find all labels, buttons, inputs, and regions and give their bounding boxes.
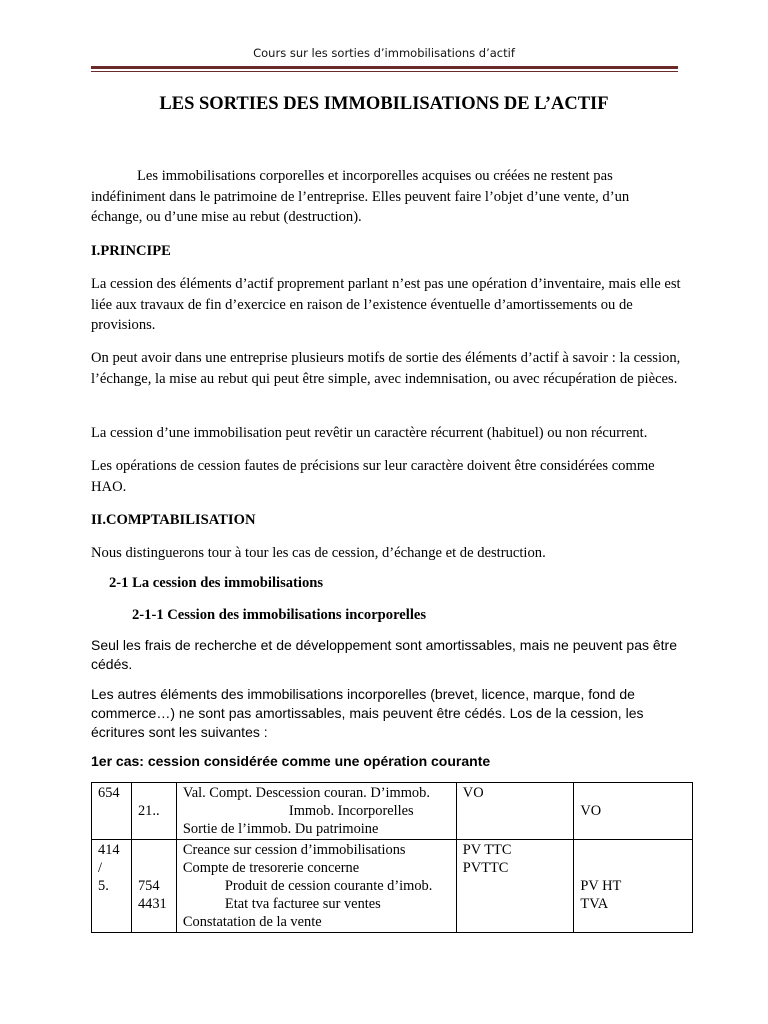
debit-amount: VO [462,785,484,801]
running-header: Cours sur les sorties d’immobilisations d’actif [253,46,515,60]
entry-label-cell [176,840,456,933]
journal-row-vente [92,840,693,933]
paragraph-motifs-sortie: On peut avoir dans une entreprise plusieurs motifs de sortie des éléments d’actif à savoir : la cession, l’échange, la mise au rebut qui peut être simple, avec indemnisation, ou avec récupération de pièces. [91,350,681,387]
intro-paragraph: Les immobilisations corporelles et incorporelles acquises ou créées ne restent pas indéfiniment dans le patrimoine de l’entreprise. Elles peuvent faire l’objet d’une vente, d’un échange, ou d’une mise au rebut (destruction). [91,168,630,225]
entry-line: Compte de tresorerie concerne [182,860,360,876]
subsection-heading-2-1-1: 2-1-1 Cession des immobilisations incorporelles [132,607,427,623]
credit-account: 21.. [137,803,160,819]
paragraph-hao: Les opérations de cession fautes de précisions sur leur caractère doivent être considérées comme HAO. [91,458,655,495]
credit-account: 4431 [137,896,167,912]
entry-line: Constatation de la vente [182,914,322,930]
paragraph-frais-recherche: Seul les frais de recherche et de développement sont amortissables, mais ne peuvent pas être cédés. [91,637,677,672]
debit-account-cell [92,783,132,840]
credit-amount: TVA [580,896,609,912]
header-rule-thin [91,71,678,72]
debit-account: 5. [98,878,109,894]
credit-amount-cell [574,783,693,840]
paragraph-caractere-recurrent: La cession d’une immobilisation peut revêtir un caractère récurrent (habituel) ou non récurrent. [91,425,648,441]
header-rule-thick [91,66,678,69]
case-heading-operation-courante: 1er cas: cession considérée comme une opération courante [91,753,491,769]
debit-amount-cell [456,783,574,840]
entry-line: Val. Compt. Descession couran. D’immob. [182,785,430,801]
paragraph-distinguerons: Nous distinguerons tour à tour les cas de cession, d’échange et de destruction. [91,545,546,561]
credit-amount: VO [580,803,602,819]
credit-account-cell [131,840,176,933]
journal-entries-table [91,782,693,933]
debit-amount: PV TTC [462,842,512,858]
entry-line: Creance sur cession d’immobilisations [182,842,406,858]
entry-line: Etat tva facturee sur ventes [224,896,381,912]
document-title: LES SORTIES DES IMMOBILISATIONS DE L’ACTIF [159,94,609,114]
credit-account-cell [131,783,176,840]
entry-line: Immob. Incorporelles [288,803,414,819]
entry-label-cell [176,783,456,840]
debit-amount: PVTTC [462,860,509,876]
debit-account: 414 [98,842,120,858]
section-heading-comptabilisation: II.COMPTABILISATION [91,512,256,528]
debit-account-cell [92,840,132,933]
credit-amount-cell [574,840,693,933]
paragraph-cession-elements: La cession des éléments d’actif proprement parlant n’est pas une opération d’inventaire, mais elle est liée aux travaux de fin d’exercice en raison de l’existence éventuelle d’amortissements ou de provisions. [91,276,681,333]
journal-row-sortie [92,783,693,840]
entry-line: Produit de cession courante d’imob. [224,878,433,894]
credit-amount: PV HT [580,878,622,894]
subsection-heading-2-1: 2-1 La cession des immobilisations [109,575,324,591]
paragraph-autres-elements: Les autres éléments des immobilisations incorporelles (brevet, licence, marque, fond de commerce…) ne sont pas amortissables, mais peuvent être cédés. Los de la cession, les écritures sont les suivantes : [91,686,644,740]
credit-account: 754 [137,878,160,894]
debit-account: 654 [98,785,120,801]
debit-amount-cell [456,840,574,933]
debit-account: / [98,860,102,876]
entry-line: Sortie de l’immob. Du patrimoine [182,821,379,837]
section-heading-principe: I.PRINCIPE [91,243,171,259]
